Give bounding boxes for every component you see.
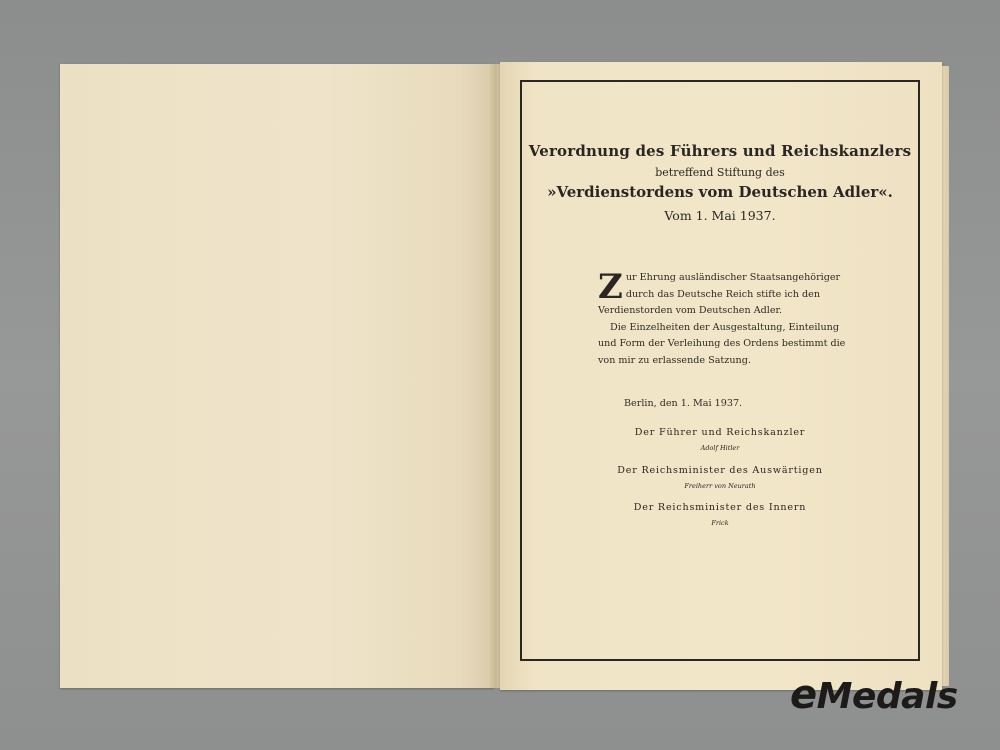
document-subtitle: betreffend Stiftung des [655,166,785,179]
page-border-frame [520,80,920,661]
document-title: Verordnung des Führers und Reichskanzlers [528,142,912,160]
decree-paragraph-2: Die Einzelheiten der Ausgestaltung, Einteilung und Form der Verleihung des Ordens bestimmt die von mir zu erlassende Satzung. [598,321,846,366]
signatory-title-1: Der Führer und Reichskanzler [634,427,806,438]
signatory-title-2: Der Reichsminister des Auswärtigen [617,465,823,476]
signatory-title-3: Der Reichsminister des Innern [633,502,807,513]
decree-body [598,267,860,369]
booklet [60,62,948,690]
place-and-date: Berlin, den 1. Mai 1937. [624,398,743,409]
right-text-page [500,62,942,690]
signatory-name-3: Frick [711,519,729,527]
drop-cap: Z [598,267,623,307]
decree-paragraph-1: Zur Ehrung ausländischer Staatsangehöriger durch das Deutsche Reich stifte ich den Verdienstorden vom Deutschen Adler. [598,267,841,316]
order-name: »Verdienstordens vom Deutschen Adler«. [547,183,893,201]
signatory-name-2: Freiherr von Neurath [684,482,756,490]
left-blank-page [60,64,494,688]
signatory-name-1: Adolf Hitler [700,444,740,452]
emedals-logo: eMedals [790,672,958,718]
document-date: Vom 1. Mai 1937. [664,208,776,223]
